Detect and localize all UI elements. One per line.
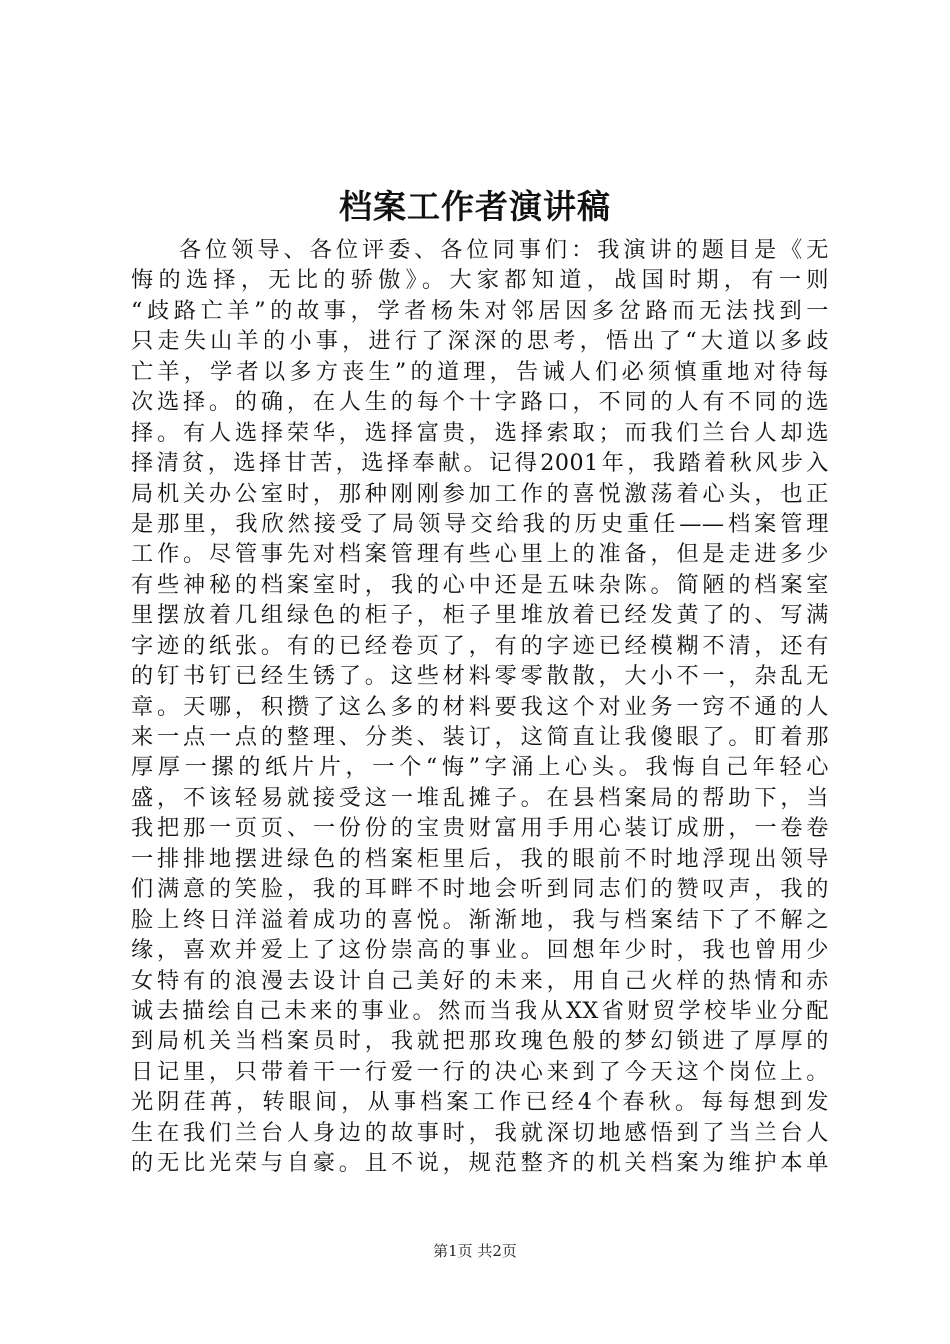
body-line: 工作。尽管事先对档案管理有些心里上的准备，但是走进多少 xyxy=(131,541,829,568)
body-line: 是那里，我欣然接受了局领导交给我的历史重任——档案管理 xyxy=(131,510,829,537)
body-line: 次选择。的确，在人生的每个十字路口，不同的人有不同的选 xyxy=(131,389,829,416)
body-line: 光阴荏苒，转眼间，从事档案工作已经4个春秋。每每想到发 xyxy=(131,1089,829,1116)
body-line: 章。天哪，积攒了这么多的材料要我这个对业务一窍不通的人 xyxy=(131,693,829,720)
body-line: 生在我们兰台人身边的故事时，我就深切地感悟到了当兰台人 xyxy=(131,1119,829,1146)
body-line: 女特有的浪漫去设计自己美好的未来，用自己火样的热情和赤 xyxy=(131,967,829,994)
body-line: 一排排地摆进绿色的档案柜里后，我的眼前不时地浮现出领导 xyxy=(131,845,829,872)
body-line: 字迹的纸张。有的已经卷页了，有的字迹已经模糊不清，还有 xyxy=(131,632,829,659)
body-line: 有些神秘的档案室时，我的心中还是五味杂陈。简陋的档案室 xyxy=(131,571,829,598)
body-line: 择。有人选择荣华，选择富贵，选择索取；而我们兰台人却选 xyxy=(131,419,829,446)
body-line: 里摆放着几组绿色的柜子，柜子里堆放着已经发黄了的、写满 xyxy=(131,602,829,629)
body-line: 们满意的笑脸，我的耳畔不时地会听到同志们的赞叹声，我的 xyxy=(131,876,829,903)
body-line: 的钉书钉已经生锈了。这些材料零零散散，大小不一，杂乱无 xyxy=(131,663,829,690)
body-line: 只走失山羊的小事，进行了深深的思考，悟出了“大道以多歧 xyxy=(131,328,829,355)
body-line: 择清贫，选择甘苦，选择奉献。记得2001年，我踏着秋风步入 xyxy=(131,450,829,477)
body-line: “歧路亡羊”的故事，学者杨朱对邻居因多岔路而无法找到一 xyxy=(131,297,829,324)
body-line: 到局机关当档案员时，我就把那玫瑰色般的梦幻锁进了厚厚的 xyxy=(131,1028,829,1055)
body-line: 亡羊，学者以多方丧生”的道理，告诫人们必须慎重地对待每 xyxy=(131,358,829,385)
body-line: 的无比光荣与自豪。且不说，规范整齐的机关档案为维护本单 xyxy=(131,1150,829,1177)
body-line: 诚去描绘自己未来的事业。然而当我从XX省财贸学校毕业分配 xyxy=(131,997,829,1024)
page-number-footer: 第1页 共2页 xyxy=(433,1242,517,1260)
body-line: 日记里，只带着干一行爱一行的决心来到了今天这个岗位上。 xyxy=(131,1058,829,1085)
body-line: 各位领导、各位评委、各位同事们：我演讲的题目是《无 xyxy=(179,237,829,263)
body-line: 盛，不该轻易就接受这一堆乱摊子。在县档案局的帮助下，当 xyxy=(131,784,829,811)
body-line: 悔的选择，无比的骄傲》。大家都知道，战国时期，有一则 xyxy=(131,267,829,294)
body-line: 缘，喜欢并爱上了这份崇高的事业。回想年少时，我也曾用少 xyxy=(131,937,829,964)
body-line: 局机关办公室时，那种刚刚参加工作的喜悦激荡着心头，也正 xyxy=(131,480,829,507)
body-line: 厚厚一摞的纸片片，一个“悔”字涌上心头。我悔自己年轻心 xyxy=(131,754,829,781)
document-title: 档案工作者演讲稿 xyxy=(339,187,611,226)
body-line: 来一点一点的整理、分类、装订，这简直让我傻眼了。盯着那 xyxy=(131,724,829,750)
body-line: 我把那一页页、一份份的宝贵财富用手用心装订成册，一卷卷 xyxy=(131,815,829,842)
body-line: 脸上终日洋溢着成功的喜悦。渐渐地，我与档案结下了不解之 xyxy=(131,906,829,933)
document-body xyxy=(131,235,829,1179)
